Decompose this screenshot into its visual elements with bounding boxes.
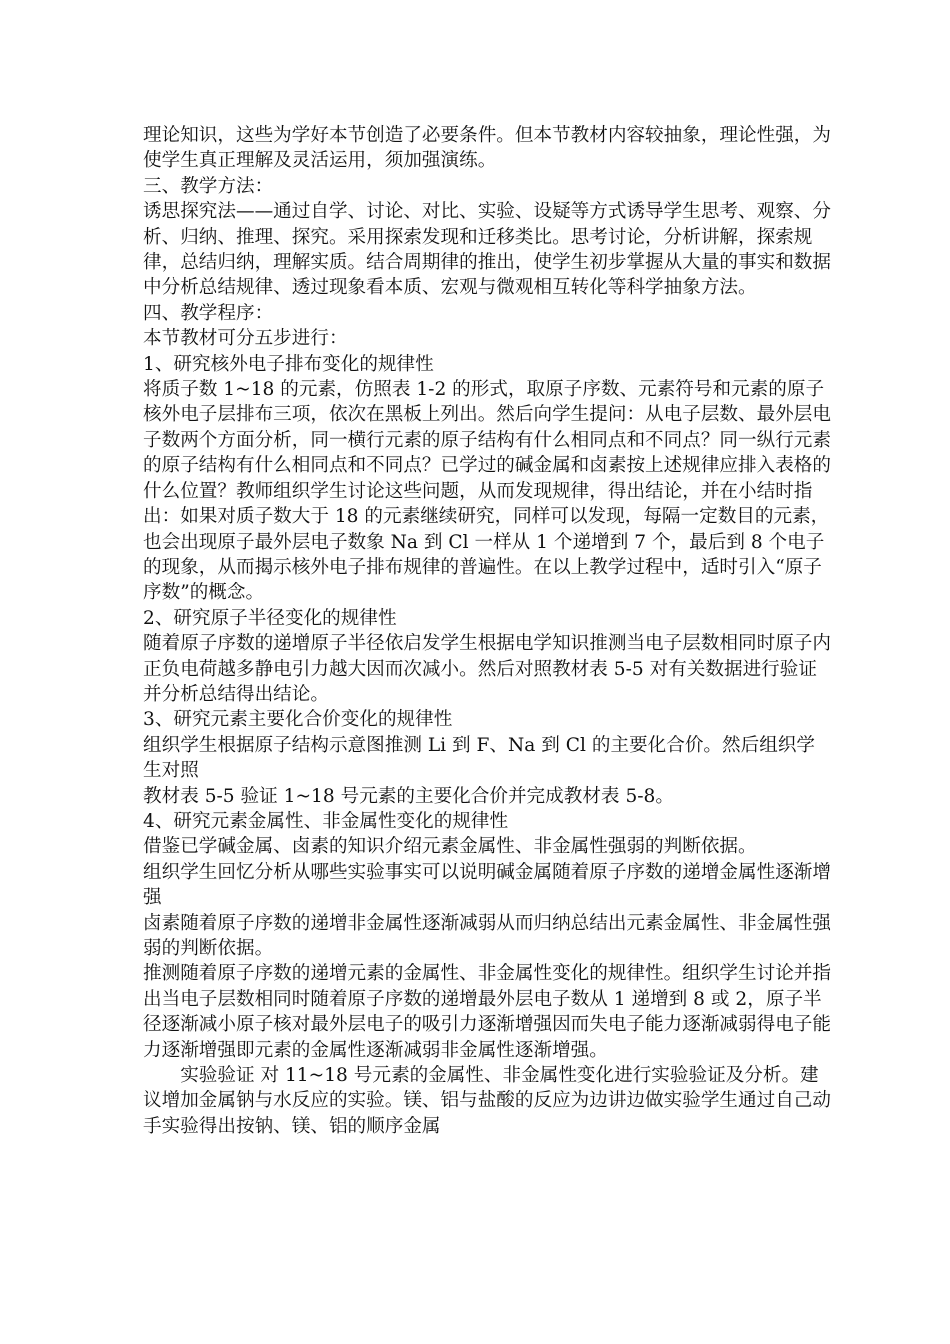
paragraph-step-4-halogen: 卤素随着原子序数的递增非金属性逐渐减弱从而归纳总结出元素金属性、非金属性强弱的判断依据。 <box>143 912 831 959</box>
heading-step-4: 4、研究元素金属性、非金属性变化的规律性 <box>143 810 509 832</box>
paragraph-step-2-body: 随着原子序数的递增原子半径依启发学生根据电学知识推测当电子层数相同时原子内正负电荷越多静电引力越大因而次减小。然后对照教材表 5-5 对有关数据进行验证并分析总结得出结论。 <box>143 633 831 705</box>
paragraph-step-3-body-a: 组织学生根据原子结构示意图推测 Li 到 F、Na 到 Cl 的主要化合价。然后组织学生对照 <box>143 734 816 782</box>
heading-step-1: 1、研究核外电子排布变化的规律性 <box>143 353 434 375</box>
heading-teaching-methods: 三、教学方法： <box>143 175 274 197</box>
document-body <box>143 123 833 1139</box>
paragraph-step-1-body: 将质子数 1~18 的元素，仿照表 1-2 的形式，取原子序数、元素符号和元素的原子核外电子层排布三项，依次在黑板上列出。然后向学生提问：从电子层数、最外层电子数两个方面分析，同一横行元素的原子结构有什么相同点和不同点？同一纵行元素的原子结构有什么相同点和不同点？已学过的碱金属和卤素按上述规律应排入表格的什么位置？教师组织学生讨论这些问题，从而发现规律，得出结论，并在小结时指出：如果对质子数大于 18 的元素继续研究，同样可以发现，每隔一定数目的元素，也会出现原子最外层电子数象 Na 到 Cl 一样从 1 个递增到 7 个，最后到 8 个电子的现象，从而揭示核外电子排布规律的普遍性。在以上教学过程中，适时引入“原子序数”的概念。 <box>143 379 831 604</box>
paragraph-experiment-verification: 实验验证 对 11~18 号元素的金属性、非金属性变化进行实验验证及分析。建议增加金属钠与水反应的实验。镁、铝与盐酸的反应为边讲边做实验学生通过自己动手实验得出按钠、镁、铝的顺序金属 <box>143 1065 831 1137</box>
heading-step-2: 2、研究原子半径变化的规律性 <box>143 607 397 629</box>
paragraph-theory-intro: 理论知识，这些为学好本节创造了必要条件。但本节教材内容较抽象，理论性强，为使学生真正理解及灵活运用，须加强演练。 <box>143 125 831 172</box>
paragraph-step-4-basis: 借鉴已学碱金属、卤素的知识介绍元素金属性、非金属性强弱的判断依据。 <box>143 836 757 858</box>
paragraph-step-3-body-b: 教材表 5-5 验证 1~18 号元素的主要化合价并完成教材表 5-8。 <box>143 785 674 807</box>
heading-teaching-procedure: 四、教学程序： <box>143 302 274 324</box>
paragraph-step-4-inference: 推测随着原子序数的递增元素的金属性、非金属性变化的规律性。组织学生讨论并指出当电子层数相同时随着原子序数的递增最外层电子数从 1 递增到 8 或 2，原子半径逐渐减小原子核对最外层电子的吸引力逐渐增强因而失电子能力逐渐减弱得电子能力逐渐增强即元素的金属性逐渐减弱非金属性逐渐增强。 <box>143 963 831 1061</box>
paragraph-five-steps: 本节教材可分五步进行： <box>143 328 348 350</box>
paragraph-step-4-alkali: 组织学生回忆分析从哪些实验事实可以说明碱金属随着原子序数的递增金属性逐渐增强 <box>143 861 831 909</box>
heading-step-3: 3、研究元素主要化合价变化的规律性 <box>143 709 453 731</box>
paragraph-methods-description: 诱思探究法——通过自学、讨论、对比、实验、设疑等方式诱导学生思考、观察、分析、归纳、推理、探究。采用探索发现和迁移类比。思考讨论，分析讲解，探索规律，总结归纳，理解实质。结合周期律的推出，使学生初步掌握从大量的事实和数据中分析总结规律、透过现象看本质、宏观与微观相互转化等科学抽象方法。 <box>143 201 831 299</box>
